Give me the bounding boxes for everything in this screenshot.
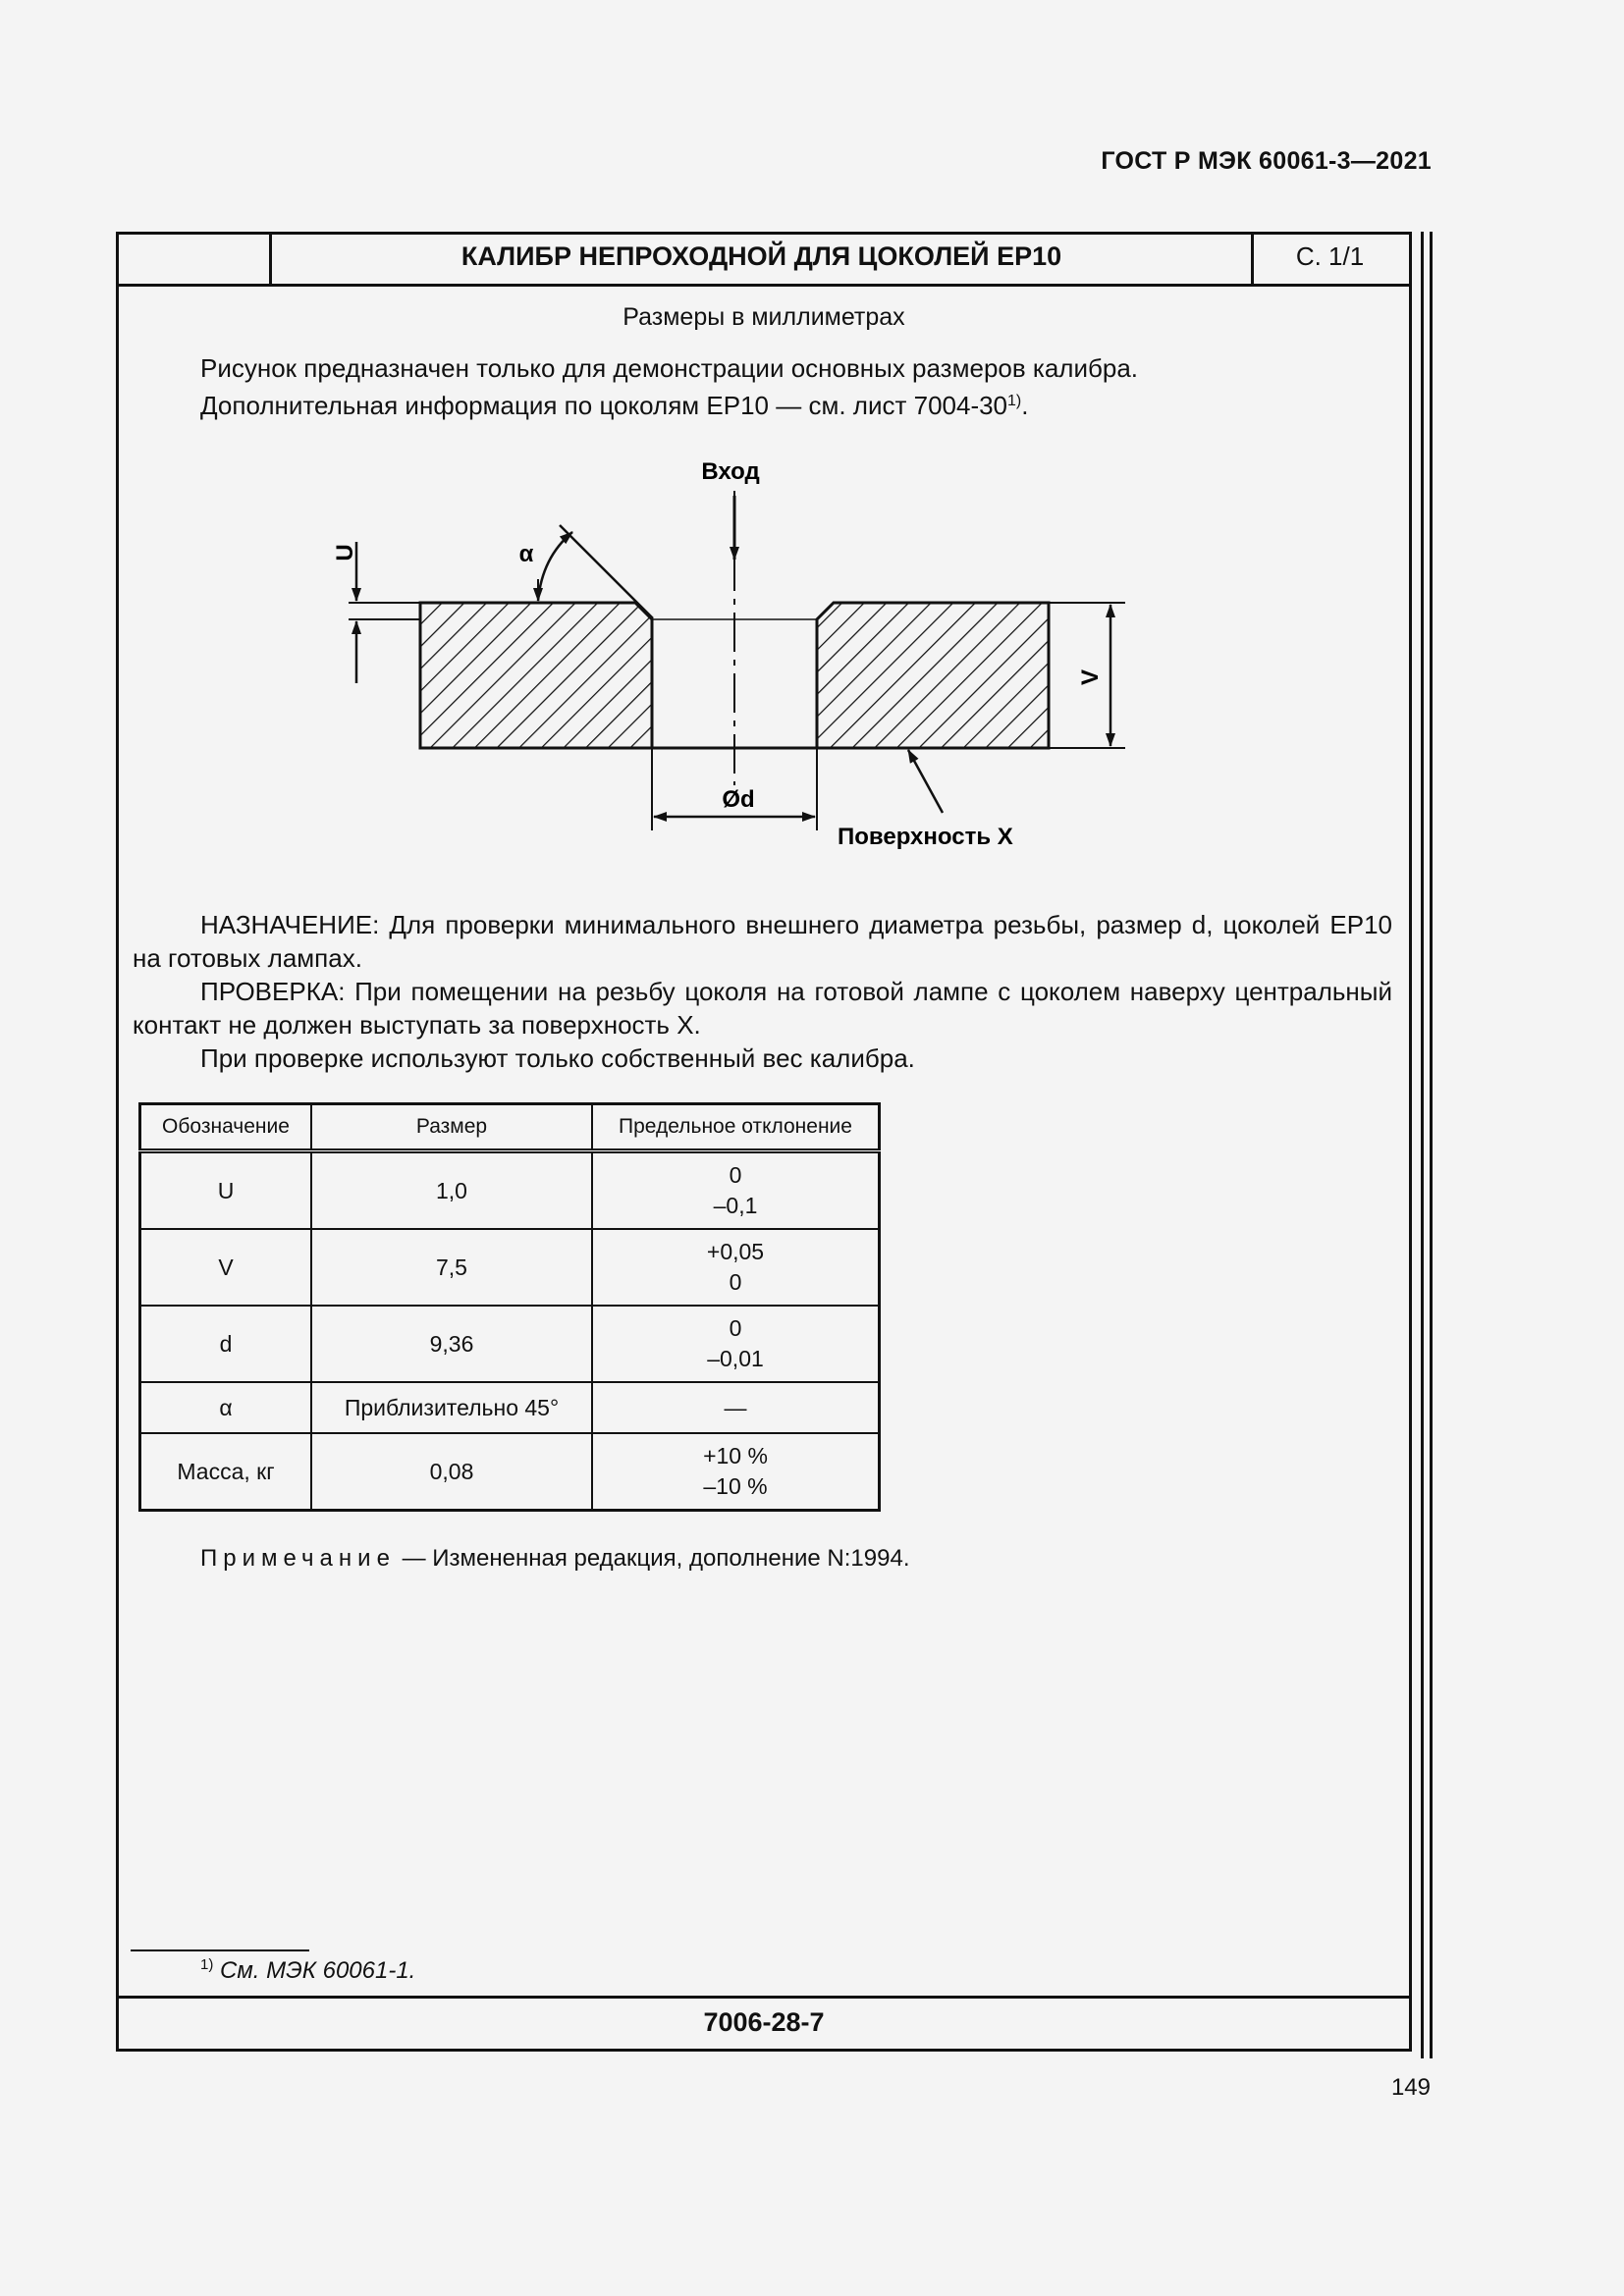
footnote-ref: 1) bbox=[1007, 393, 1022, 409]
footnote-rule bbox=[131, 1949, 309, 1951]
deviation-upper: 0 bbox=[729, 1315, 742, 1341]
deviation-upper: +0,05 bbox=[706, 1239, 765, 1264]
entry-label: Вход bbox=[701, 458, 760, 485]
table-row bbox=[140, 1433, 880, 1511]
header-deviation: Предельное отклонение bbox=[592, 1104, 880, 1151]
page-number: 149 bbox=[1390, 2074, 1431, 2101]
sheet-number: 7006-28-7 bbox=[703, 2007, 825, 2037]
deviation-upper: 0 bbox=[729, 1162, 742, 1188]
v-label: V bbox=[1077, 668, 1104, 686]
standard-designation: ГОСТ Р МЭК 60061-3—2021 bbox=[1101, 147, 1432, 175]
cell-size: 7,5 bbox=[311, 1229, 592, 1306]
cell-designation: U bbox=[140, 1151, 312, 1230]
cell-size: 1,0 bbox=[311, 1151, 592, 1230]
deviation-lower: –0,01 bbox=[707, 1346, 764, 1371]
u-label: U bbox=[332, 544, 358, 561]
intro-line-2-end: . bbox=[1021, 391, 1029, 420]
deviation-lower: –10 % bbox=[703, 1473, 768, 1499]
d-label: Ød bbox=[722, 786, 755, 813]
cell-designation: α bbox=[140, 1382, 312, 1433]
table-row bbox=[140, 1151, 880, 1230]
sheet-title: КАЛИБР НЕПРОХОДНОЙ ДЛЯ ЦОКОЛЕЙ ЕР10 bbox=[460, 241, 1062, 271]
gauge-left-section bbox=[420, 603, 652, 748]
footnote bbox=[200, 1956, 415, 1985]
alpha-label: α bbox=[518, 541, 534, 567]
cell-size: 0,08 bbox=[311, 1433, 592, 1511]
gauge-drawing bbox=[0, 0, 1624, 883]
gauge-right-section bbox=[817, 603, 1049, 748]
deviation-upper: +10 % bbox=[703, 1443, 768, 1468]
sheet-page-ref: С. 1/1 bbox=[1295, 241, 1365, 271]
deviation-lower: 0 bbox=[729, 1269, 742, 1295]
cell-deviation bbox=[592, 1306, 880, 1382]
header-designation: Обозначение bbox=[140, 1104, 312, 1151]
cell-deviation bbox=[592, 1433, 880, 1511]
purpose-paragraph: НАЗНАЧЕНИЕ: Для проверки минимального внешнего диаметра резьбы, размер d, цоколей ЕР10 на готовых лампах. bbox=[133, 910, 1392, 973]
cell-designation: V bbox=[140, 1229, 312, 1306]
cell-size: 9,36 bbox=[311, 1306, 592, 1382]
weight-paragraph: При проверке используют только собственный вес калибра. bbox=[200, 1043, 915, 1073]
deviation-lower: –0,1 bbox=[713, 1193, 758, 1218]
table-row bbox=[140, 1306, 880, 1382]
note-text: — Измененная редакция, дополнение N:1994. bbox=[395, 1545, 910, 1572]
dimensions-table bbox=[138, 1102, 881, 1512]
intro-line-2-text: Дополнительная информация по цоколям ЕР10 — см. лист 7004-30 bbox=[200, 391, 1008, 420]
footer-divider bbox=[119, 1996, 1409, 1999]
note-label: Примечание bbox=[200, 1545, 396, 1572]
cell-designation: Масса, кг bbox=[140, 1433, 312, 1511]
cell-size: Приблизительно 45° bbox=[311, 1382, 592, 1433]
note bbox=[200, 1545, 910, 1573]
table-row bbox=[140, 1229, 880, 1306]
cell-deviation: — bbox=[592, 1382, 880, 1433]
table-row bbox=[140, 1382, 880, 1433]
intro-line-1: Рисунок предназначен только для демонстрации основных размеров калибра. bbox=[200, 353, 1139, 383]
cell-deviation bbox=[592, 1229, 880, 1306]
alpha-arc bbox=[538, 532, 572, 601]
check-paragraph: ПРОВЕРКА: При помещении на резьбу цоколя на готовой лампе с цоколем наверху центральный контакт не должен выступать за поверхность X. bbox=[133, 977, 1392, 1040]
body-text bbox=[133, 908, 1392, 1075]
surface-x-leader bbox=[908, 750, 943, 813]
dimensions-note: Размеры в миллиметрах bbox=[623, 303, 905, 331]
footnote-mark: 1) bbox=[200, 1956, 214, 1973]
surface-x-label: Поверхность X bbox=[838, 824, 1013, 850]
cell-deviation bbox=[592, 1151, 880, 1230]
cell-designation: d bbox=[140, 1306, 312, 1382]
header-size: Размер bbox=[311, 1104, 592, 1151]
table-header-row bbox=[140, 1104, 880, 1151]
footnote-text: См. МЭК 60061-1. bbox=[213, 1957, 416, 1984]
